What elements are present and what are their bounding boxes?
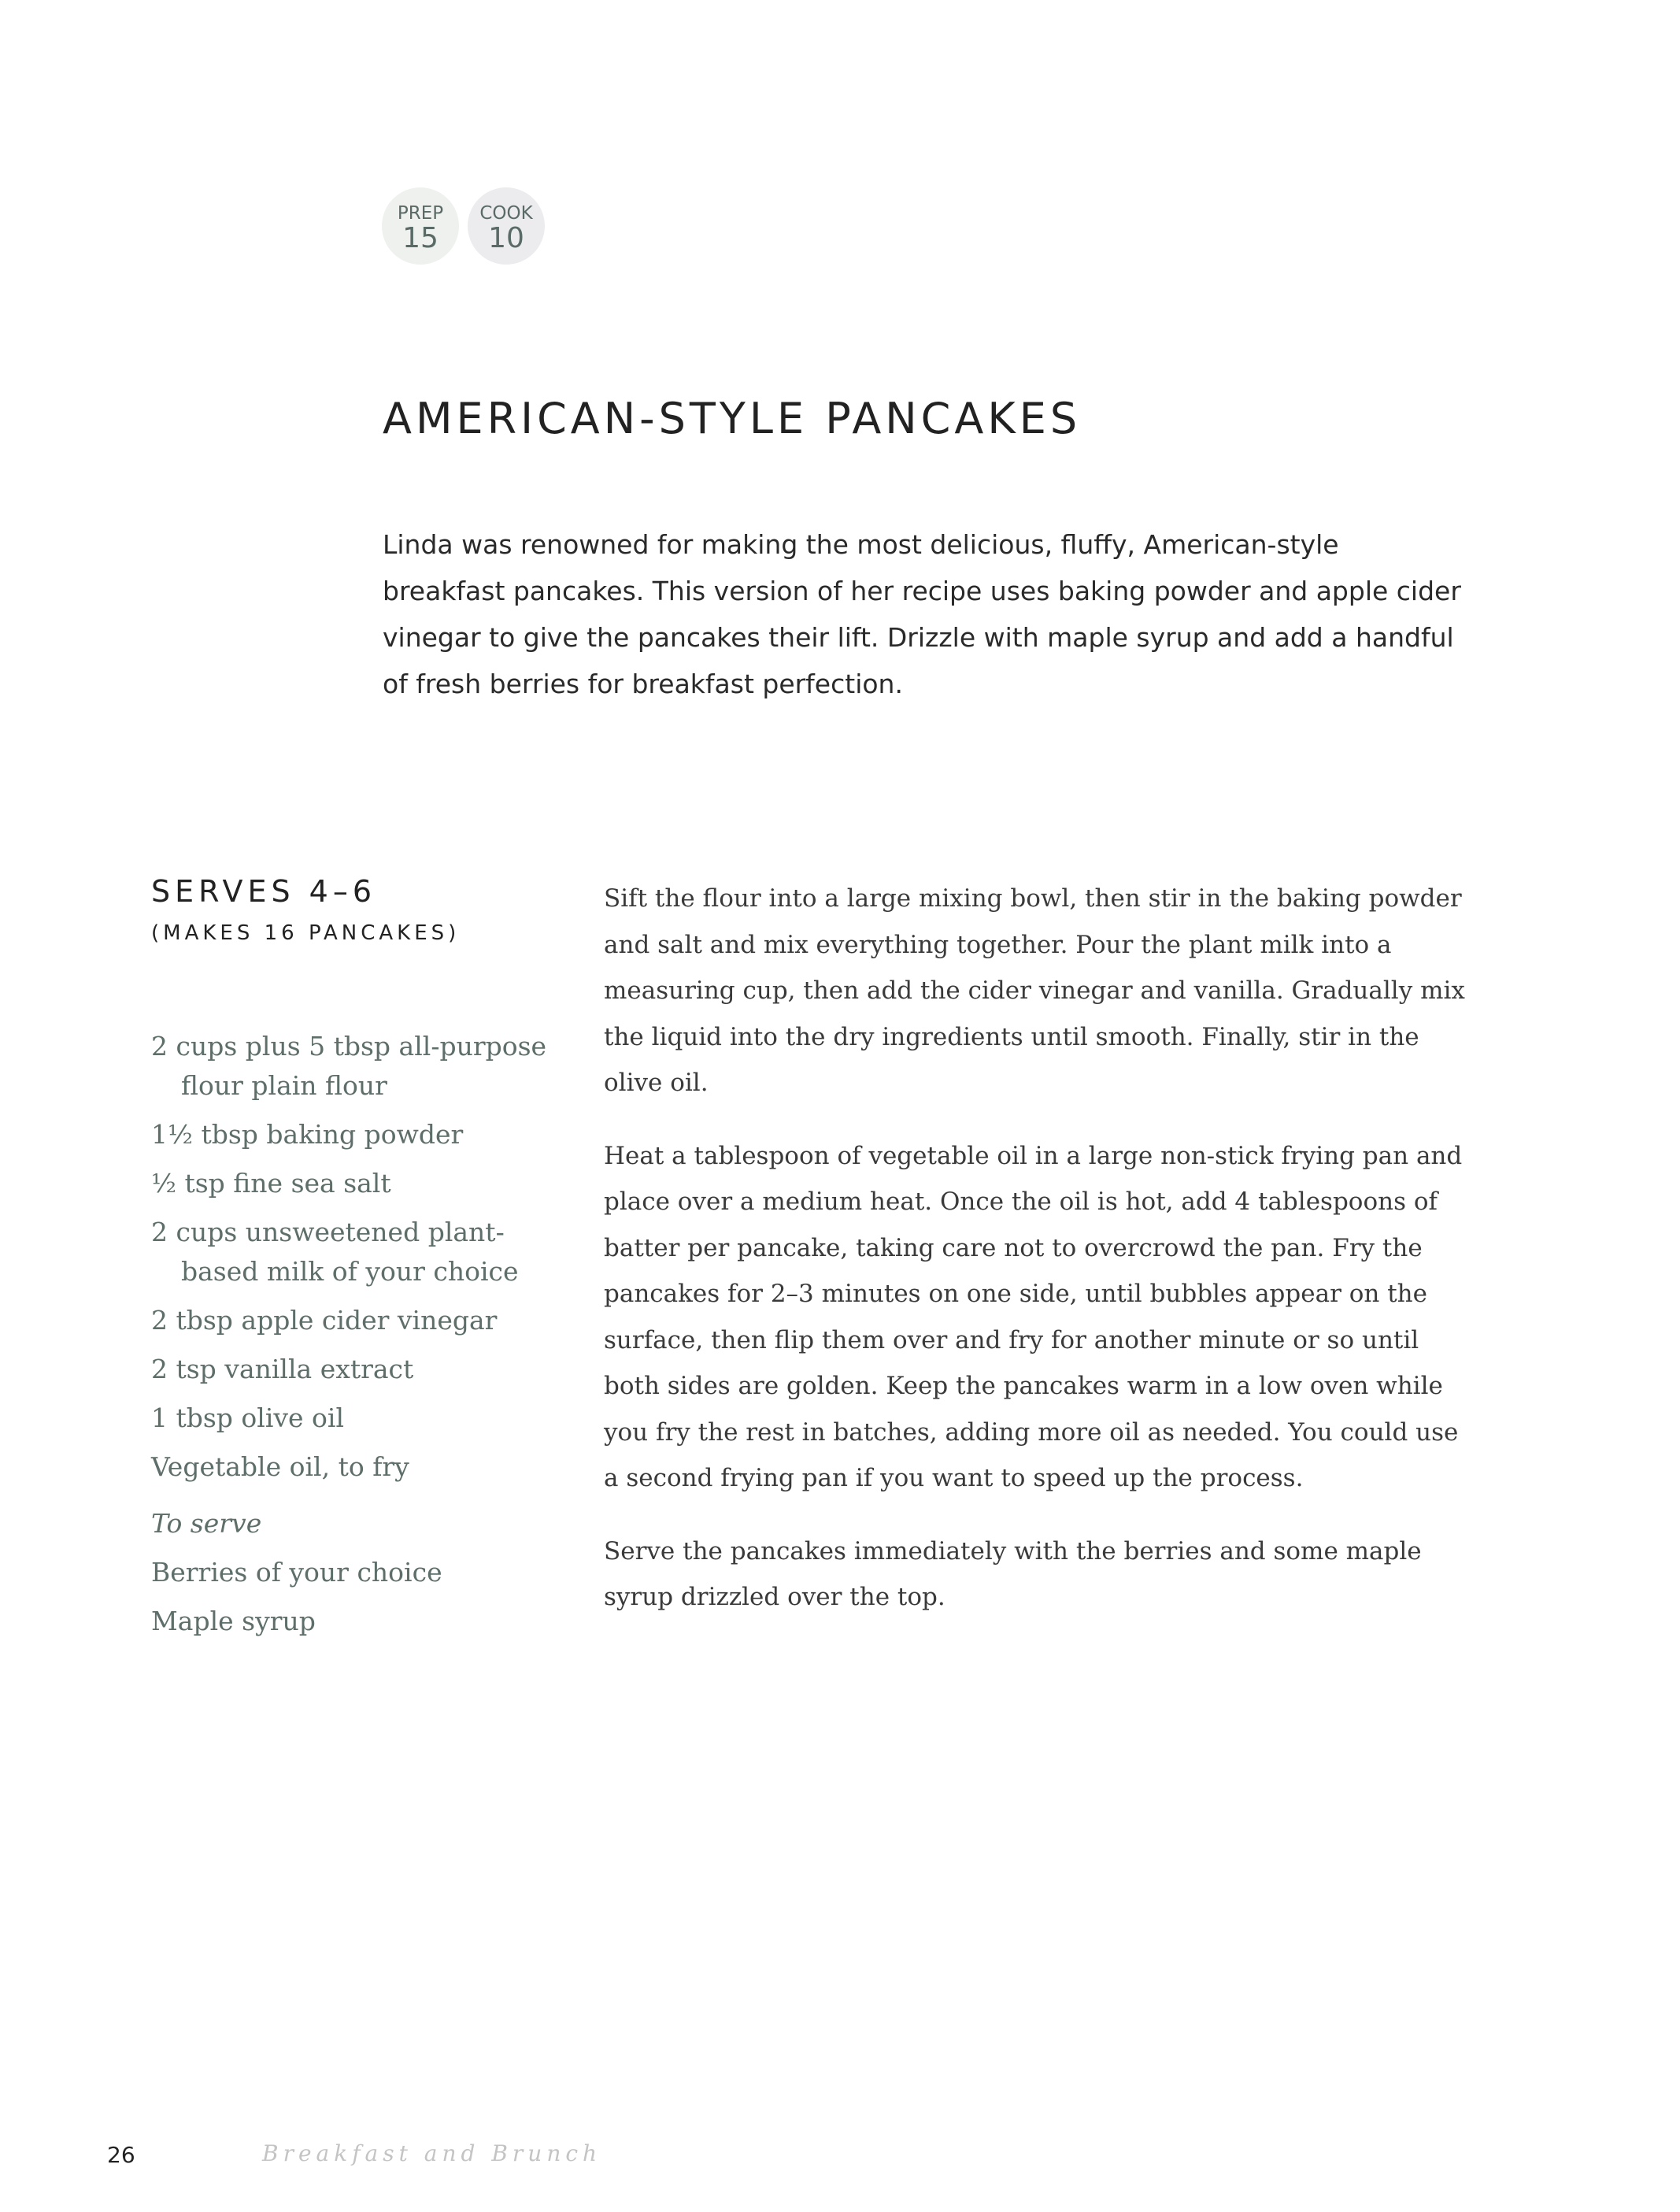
ingredient-item: 2 cups plus 5 tbsp all-purpose flour plain flour: [151, 1031, 547, 1101]
method-step: Heat a tablespoon of vegetable oil in a large non-stick frying pan and place over a medium heat. Once the oil is hot, add 4 tablespoons of batter per pancake, taking care not to overcrowd the pan. Fry the pancakes for 2–3 minutes on one side, until bubbles appear on the surface, then flip them over and fry for another minute or so until both sides are golden. Keep the pancakes warm in a low oven while you fry the rest in batches, adding more oil as needed. You could use a second frying pan if you want to speed up the process.: [604, 1141, 1463, 1492]
prep-time-badge: [382, 187, 459, 265]
ingredient-item: 2 tbsp apple cider vinegar: [151, 1305, 498, 1336]
to-serve-item: Berries of your choice: [151, 1557, 442, 1588]
method-step: Sift the flour into a large mixing bowl, then stir in the baking powder and salt and mix everything together. Pour the plant milk into a measuring cup, then add the cider vinegar and vanilla. Gradually mix the liquid into the dry ingredients until smooth. Finally, stir in the olive oil.: [604, 884, 1465, 1097]
cook-time-badge: [468, 187, 545, 265]
to-serve-item: Maple syrup: [151, 1606, 316, 1636]
ingredient-item: 1 tbsp olive oil: [151, 1402, 345, 1433]
method-section: [604, 876, 1470, 1647]
cook-value: 10: [488, 222, 524, 254]
prep-label: PREP: [397, 203, 444, 224]
serves-heading: SERVES 4–6: [151, 874, 377, 909]
prep-value: 15: [402, 222, 439, 254]
ingredient-item: ½ tsp fine sea salt: [151, 1168, 391, 1199]
recipe-title: AMERICAN-STYLE PANCAKES: [383, 394, 1082, 443]
page-number: 26: [107, 2142, 135, 2168]
to-serve-heading: To serve: [151, 1508, 262, 1539]
ingredient-item: 2 tsp vanilla extract: [151, 1354, 414, 1384]
ingredient-item: 1½ tbsp baking powder: [151, 1119, 464, 1150]
ingredient-item: Vegetable oil, to fry: [151, 1451, 409, 1482]
ingredients-list: [151, 1027, 561, 1651]
ingredient-item: 2 cups unsweetened plant-based milk of your choice: [151, 1217, 519, 1287]
method-step: Serve the pancakes immediately with the berries and some maple syrup drizzled over the top.: [604, 1536, 1422, 1611]
cook-label: COOK: [479, 203, 533, 224]
makes-subheading: (MAKES 16 PANCAKES): [151, 921, 461, 945]
recipe-intro: Linda was renowned for making the most delicious, fluffy, American-style breakfast pancakes. This version of her recipe uses baking powder and apple cider vinegar to give the pancakes their lift. Drizzle with maple syrup and add a handful of fresh berries for breakfast perfection.: [383, 529, 1461, 699]
section-name: Breakfast and Brunch: [262, 2140, 602, 2166]
